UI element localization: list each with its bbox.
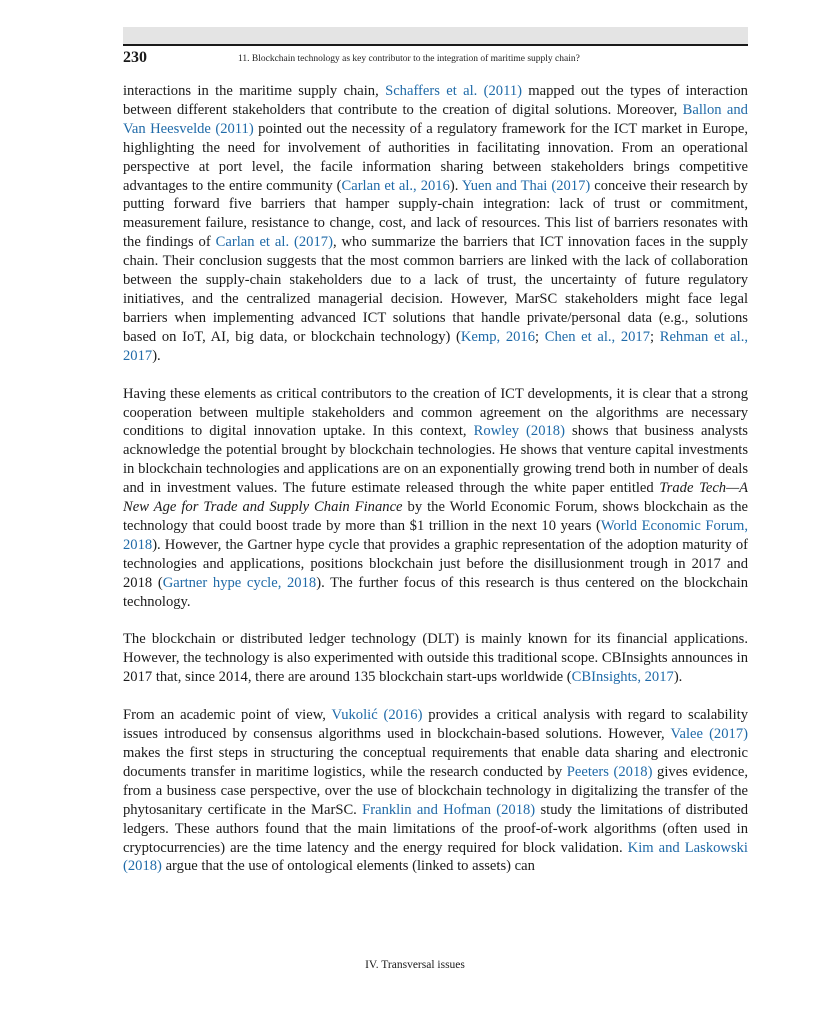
body-text-run: mapped out the types of interaction between different stakeholders that contribute to the creation of digital solutions. Moreover,: [123, 83, 748, 118]
citation-link[interactable]: Carlan et al. (2017): [215, 234, 333, 251]
paragraph-3: [123, 630, 748, 687]
body-text-run: pointed out the necessity of a regulatory framework for the ICT market in Europe, highlighting the need for involvement of authorities in facilitating innovation. From an operational perspective at port level, the facile information sharing between stakeholders brings competitive advantages to the entire community (: [123, 120, 748, 194]
page-number: 230: [123, 49, 147, 66]
body-text-run: conceive their research by putting forward five barriers that hamper supply-chain integration: lack of trust or commitment, measurement failure, resistance to change, cost, and lack of resources. This list of barriers resonates with the findings of: [123, 177, 748, 251]
body-text-run: ;: [535, 328, 545, 345]
citation-link[interactable]: Rehman et al., 2017: [123, 328, 749, 364]
body-text-run: ). However, the Gartner hype cycle that provides a graphic representation of the adoption maturity of technologies and applications, positions blockchain just before the disillusionment trough in 2017 and 2018 (: [123, 536, 748, 591]
citation-link[interactable]: Peeters (2018): [566, 763, 653, 780]
citation-link[interactable]: Kim and Laskowski (2018): [123, 839, 748, 875]
body-text-run: makes the first steps in structuring the conceptual requirements that enable data sharing and electronic documents transfer in maritime logistics, while the research conducted by: [123, 745, 748, 780]
footer-section-label: IV. Transversal issues: [365, 959, 465, 971]
citation-link[interactable]: Rowley (2018): [473, 423, 565, 440]
citation-link[interactable]: Carlan et al., 2016: [341, 177, 450, 194]
body-text-run: provides a critical analysis with regard to scalability issues introduced by consensus algorithms used in blockchain-based solutions. However,: [123, 707, 749, 743]
citation-link[interactable]: Chen et al., 2017: [544, 328, 651, 345]
body-text-run: The blockchain or distributed ledger technology (DLT) is mainly known for its financial applications. However, the technology is also experimented with outside this traditional scope. CBInsights announces in 2017 that, since 2014, there are around 135 blockchain start-ups worldwide (: [123, 631, 748, 686]
citation-link[interactable]: Gartner hype cycle, 2018: [162, 574, 317, 591]
header-rule: [123, 44, 748, 46]
paragraph-4: [123, 706, 748, 876]
italic-title-text: Trade Tech—A New Age for Trade and Supply Chain Finance: [123, 480, 748, 516]
paragraph-2: [123, 385, 748, 612]
body-text-run: ). The further focus of this research is thus centered on the blockchain technology.: [123, 574, 748, 610]
body-text-run: From an academic point of view,: [123, 707, 332, 724]
header-band: [123, 27, 748, 44]
body-text: [123, 82, 748, 895]
body-text-run: ;: [650, 328, 660, 345]
body-text-run: , who summarize the barriers that ICT innovation faces in the supply chain. Their conclusion suggests that the most common barriers are linked with the lack of collaboration between the supply-chain stakeholders due to a lack of trust, the uncertainty of future regulatory initiatives, and the centralized managerial decision. However, MarSC stakeholders might face legal barriers when implementing advanced ICT solutions that handle private/personal data (e.g., solutions based on IoT, AI, big data, or blockchain technology) (: [123, 234, 748, 345]
body-text-run: Having these elements as critical contributors to the creation of ICT developments, it is clear that a strong cooperation between multiple stakeholders and common agreement on the algorithms are necessary conditions to digital innovation uptake. In this context,: [123, 385, 748, 440]
citation-link[interactable]: Vukolić (2016): [331, 707, 423, 724]
citation-link[interactable]: World Economic Forum, 2018: [123, 517, 748, 553]
body-text-run: interactions in the maritime supply chain,: [123, 83, 386, 99]
body-text-run: ).: [152, 347, 161, 364]
running-head: 11. Blockchain technology as key contributor to the integration of maritime supply chain?: [238, 54, 580, 64]
body-text-run: argue that the use of ontological elements (linked to assets) can: [161, 858, 535, 875]
body-text-run: ).: [449, 177, 462, 194]
body-text-run: by the World Economic Forum, shows blockchain as the technology that could boost trade by more than $1 trillion in the next 10 years (: [123, 499, 748, 534]
citation-link[interactable]: Franklin and Hofman (2018): [362, 801, 536, 818]
body-text-run: gives evidence, from a business case perspective, over the use of blockchain technology in digitalizing the transfer of the phytosanitary certificate in the MarSC.: [123, 763, 748, 818]
citation-link[interactable]: Schaffers et al. (2011): [385, 83, 522, 99]
citation-link[interactable]: Ballon and Van Heesvelde (2011): [123, 101, 748, 137]
citation-link[interactable]: Kemp, 2016: [460, 328, 536, 345]
citation-link[interactable]: Yuen and Thai (2017): [461, 177, 591, 194]
citation-link[interactable]: CBInsights, 2017: [571, 669, 674, 686]
body-text-run: ).: [673, 669, 683, 686]
citation-link[interactable]: Valee (2017): [670, 726, 748, 743]
body-text-run: shows that business analysts acknowledge the potential brought by blockchain technologies. He shows that venture capital investments in blockchain technologies and applications are on an exponentially growing trend both in number of deals and in investment values. The future estimate released through the white paper entitled: [123, 423, 748, 497]
paragraph-1: [123, 82, 748, 366]
body-text-run: study the limitations of distributed ledgers. These authors found that the main limitations of the proof-of-work algorithms (often used in cryptocurrencies) are the time latency and the energy required for block validation.: [123, 801, 748, 856]
